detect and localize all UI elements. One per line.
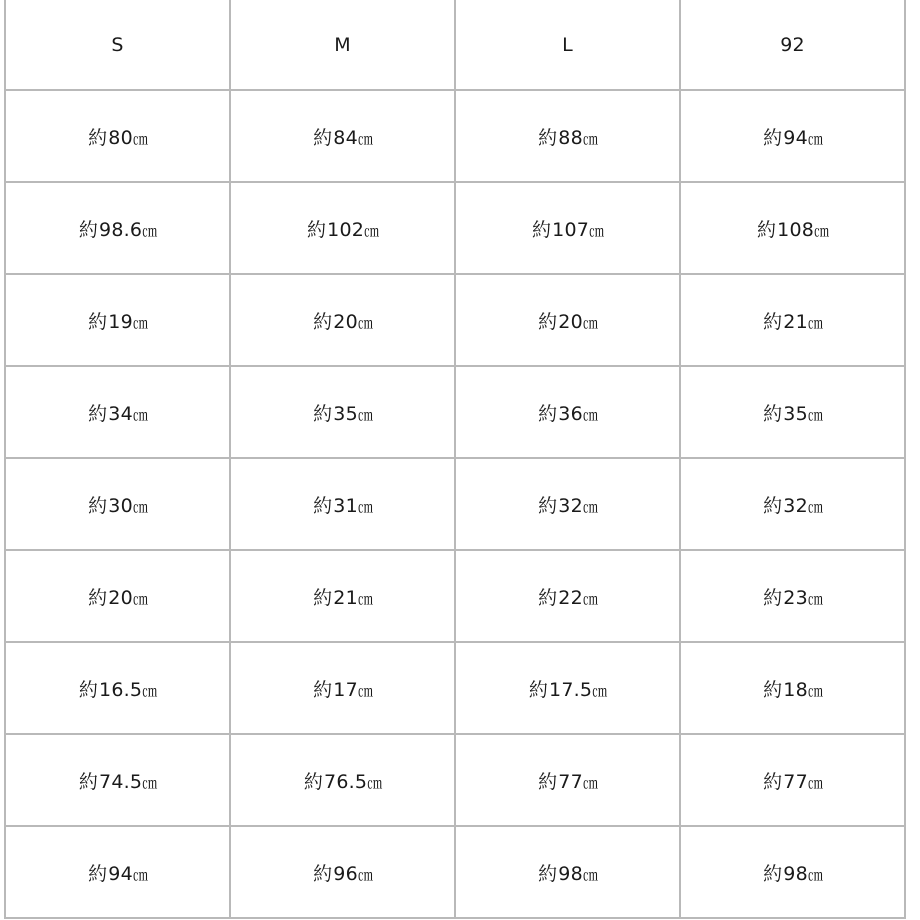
unit-label: ㎝	[807, 129, 822, 148]
table-cell	[680, 274, 905, 366]
approx-prefix: 約	[306, 218, 327, 241]
approx-prefix: 約	[538, 770, 558, 793]
approx-prefix: 約	[528, 678, 549, 701]
measurement-value: 21	[783, 310, 808, 333]
measurement-value: 22	[558, 586, 583, 609]
table-row	[5, 458, 905, 550]
measurement-value: 80	[108, 126, 133, 149]
unit-label: ㎝	[132, 405, 147, 424]
measurement-value: 30	[108, 494, 133, 517]
unit-label: ㎝	[142, 773, 157, 792]
measurement-value: 23	[783, 586, 808, 609]
table-cell	[455, 182, 680, 274]
table-cell	[455, 826, 680, 918]
unit-label: ㎝	[357, 405, 372, 424]
unit-label: ㎝	[582, 589, 597, 608]
table-row	[5, 550, 905, 642]
unit-label: ㎝	[807, 773, 822, 792]
measurement-value: 84	[333, 126, 358, 149]
header-size-92: 92	[680, 0, 905, 90]
unit-label: ㎝	[582, 313, 597, 332]
table-cell	[230, 734, 455, 826]
table-cell	[5, 274, 230, 366]
measurement-value: 102	[327, 218, 365, 241]
table-row	[5, 366, 905, 458]
approx-prefix: 約	[538, 586, 558, 609]
unit-label: ㎝	[364, 221, 379, 240]
approx-prefix: 約	[313, 402, 333, 425]
measurement-value: 32	[783, 494, 808, 517]
unit-label: ㎝	[592, 681, 607, 700]
table-row	[5, 734, 905, 826]
unit-label: ㎝	[807, 589, 822, 608]
table-cell	[680, 458, 905, 550]
unit-label: ㎝	[357, 865, 372, 884]
measurement-value: 76.5	[324, 770, 368, 793]
table-cell	[455, 90, 680, 182]
approx-prefix: 約	[313, 126, 333, 149]
table-cell	[5, 826, 230, 918]
table-cell	[455, 550, 680, 642]
approx-prefix: 約	[763, 862, 783, 885]
measurement-value: 107	[552, 218, 590, 241]
approx-prefix: 約	[88, 494, 108, 517]
approx-prefix: 約	[763, 770, 783, 793]
measurement-value: 98	[783, 862, 808, 885]
table-cell	[230, 642, 455, 734]
table-cell	[455, 274, 680, 366]
unit-label: ㎝	[357, 497, 372, 516]
approx-prefix: 約	[313, 678, 333, 701]
table-cell	[680, 642, 905, 734]
approx-prefix: 約	[88, 586, 108, 609]
table-cell	[230, 550, 455, 642]
approx-prefix: 約	[531, 218, 552, 241]
unit-label: ㎝	[807, 313, 822, 332]
unit-label: ㎝	[132, 589, 147, 608]
table-cell	[5, 734, 230, 826]
table-cell	[455, 366, 680, 458]
approx-prefix: 約	[88, 402, 108, 425]
table-cell	[680, 826, 905, 918]
table-cell	[230, 366, 455, 458]
header-size-l: L	[455, 0, 680, 90]
table-cell	[5, 550, 230, 642]
unit-label: ㎝	[132, 497, 147, 516]
table-row	[5, 826, 905, 918]
approx-prefix: 約	[313, 494, 333, 517]
unit-label: ㎝	[357, 681, 372, 700]
measurement-value: 19	[108, 310, 133, 333]
unit-label: ㎝	[367, 773, 382, 792]
header-size-s: S	[5, 0, 230, 90]
approx-prefix: 約	[88, 862, 108, 885]
unit-label: ㎝	[142, 681, 157, 700]
unit-label: ㎝	[814, 221, 829, 240]
approx-prefix: 約	[88, 126, 108, 149]
table-cell	[5, 642, 230, 734]
approx-prefix: 約	[313, 310, 333, 333]
table-row	[5, 182, 905, 274]
approx-prefix: 約	[78, 678, 99, 701]
unit-label: ㎝	[142, 221, 157, 240]
approx-prefix: 約	[538, 126, 558, 149]
measurement-value: 98	[558, 862, 583, 885]
unit-label: ㎝	[357, 129, 372, 148]
unit-label: ㎝	[582, 865, 597, 884]
approx-prefix: 約	[538, 402, 558, 425]
unit-label: ㎝	[582, 405, 597, 424]
table-header-row	[5, 0, 905, 90]
measurement-value: 77	[558, 770, 583, 793]
table-row	[5, 274, 905, 366]
measurement-value: 36	[558, 402, 583, 425]
approx-prefix: 約	[756, 218, 777, 241]
measurement-value: 35	[333, 402, 358, 425]
measurement-value: 96	[333, 862, 358, 885]
unit-label: ㎝	[589, 221, 604, 240]
approx-prefix: 約	[313, 862, 333, 885]
table-cell	[5, 366, 230, 458]
table-cell	[5, 182, 230, 274]
table-cell	[5, 90, 230, 182]
measurement-value: 94	[783, 126, 808, 149]
measurement-value: 94	[108, 862, 133, 885]
measurement-value: 17	[333, 678, 358, 701]
table-row	[5, 642, 905, 734]
measurement-value: 108	[777, 218, 815, 241]
measurement-value: 35	[783, 402, 808, 425]
approx-prefix: 約	[88, 310, 108, 333]
approx-prefix: 約	[763, 494, 783, 517]
approx-prefix: 約	[763, 402, 783, 425]
table-cell	[680, 734, 905, 826]
table-cell	[455, 734, 680, 826]
measurement-value: 18	[783, 678, 808, 701]
size-chart-table	[4, 0, 906, 919]
unit-label: ㎝	[807, 865, 822, 884]
approx-prefix: 約	[763, 586, 783, 609]
approx-prefix: 約	[763, 678, 783, 701]
unit-label: ㎝	[582, 773, 597, 792]
measurement-value: 88	[558, 126, 583, 149]
approx-prefix: 約	[78, 770, 99, 793]
approx-prefix: 約	[313, 586, 333, 609]
table-row	[5, 90, 905, 182]
unit-label: ㎝	[807, 405, 822, 424]
table-body	[5, 90, 905, 918]
table-cell	[680, 90, 905, 182]
unit-label: ㎝	[132, 313, 147, 332]
table-cell	[230, 274, 455, 366]
measurement-value: 20	[333, 310, 358, 333]
measurement-value: 21	[333, 586, 358, 609]
measurement-value: 98.6	[99, 218, 143, 241]
measurement-value: 77	[783, 770, 808, 793]
approx-prefix: 約	[763, 310, 783, 333]
table-cell	[230, 458, 455, 550]
approx-prefix: 約	[538, 310, 558, 333]
measurement-value: 17.5	[549, 678, 593, 701]
approx-prefix: 約	[303, 770, 324, 793]
unit-label: ㎝	[132, 865, 147, 884]
table-cell	[680, 366, 905, 458]
unit-label: ㎝	[357, 589, 372, 608]
measurement-value: 74.5	[99, 770, 143, 793]
measurement-value: 20	[558, 310, 583, 333]
approx-prefix: 約	[78, 218, 99, 241]
table-cell	[5, 458, 230, 550]
measurement-value: 20	[108, 586, 133, 609]
table-cell	[230, 826, 455, 918]
table-cell	[455, 458, 680, 550]
unit-label: ㎝	[807, 681, 822, 700]
unit-label: ㎝	[582, 129, 597, 148]
table-cell	[455, 642, 680, 734]
unit-label: ㎝	[357, 313, 372, 332]
approx-prefix: 約	[763, 126, 783, 149]
approx-prefix: 約	[538, 494, 558, 517]
table-cell	[680, 550, 905, 642]
measurement-value: 32	[558, 494, 583, 517]
unit-label: ㎝	[807, 497, 822, 516]
table-cell	[230, 182, 455, 274]
unit-label: ㎝	[582, 497, 597, 516]
header-size-m: M	[230, 0, 455, 90]
unit-label: ㎝	[132, 129, 147, 148]
measurement-value: 16.5	[99, 678, 143, 701]
approx-prefix: 約	[538, 862, 558, 885]
table-cell	[230, 90, 455, 182]
measurement-value: 31	[333, 494, 358, 517]
table-cell	[680, 182, 905, 274]
measurement-value: 34	[108, 402, 133, 425]
